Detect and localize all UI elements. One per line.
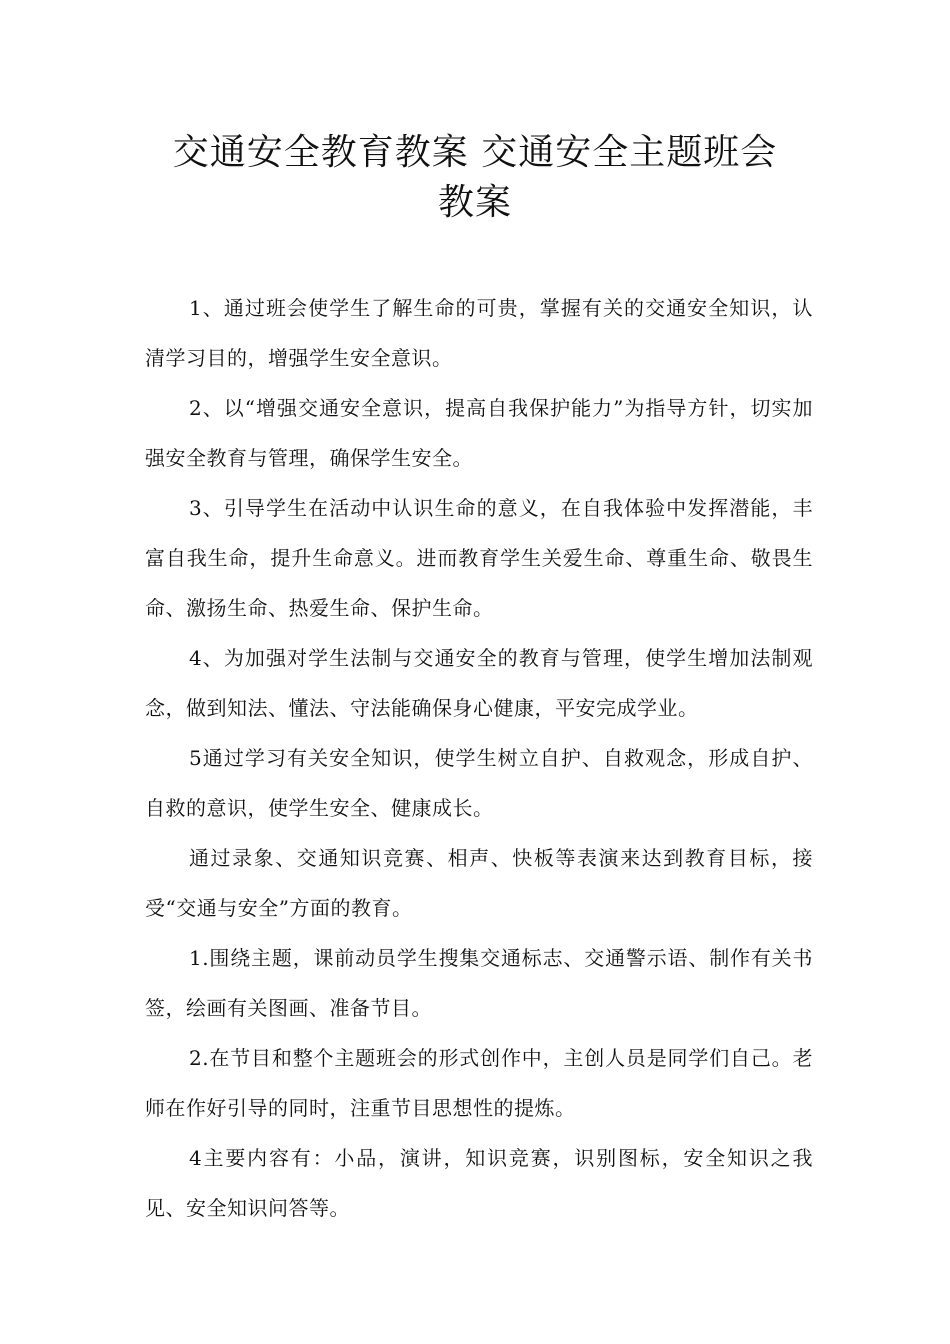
- paragraph-method: 通过录象、交通知识竞赛、相声、快板等表演来达到教育目标，接受“交通与安全”方面的教育。: [145, 846, 813, 920]
- document-title: [60, 128, 890, 228]
- title-line-2: 教案: [437, 182, 512, 223]
- paragraph-objective-5: 5通过学习有关安全知识，使学生树立自护、自救观念，形成自护、自救的意识，使学生安全、健康成长。: [145, 746, 813, 820]
- paragraph-content: 4主要内容有：小品，演讲，知识竞赛，识别图标，安全知识之我见、安全知识问答等。: [145, 1146, 813, 1220]
- document-body: [145, 283, 813, 1233]
- paragraph-objective-2: 2、以“增强交通安全意识，提高自我保护能力”为指导方针，切实加强安全教育与管理，确保学生安全。: [145, 396, 813, 470]
- paragraph-objective-1: 1、通过班会使学生了解生命的可贵，掌握有关的交通安全知识，认清学习目的，增强学生安全意识。: [145, 296, 813, 370]
- paragraph-preparation-1: 1.围绕主题，课前动员学生搜集交通标志、交通警示语、制作有关书签，绘画有关图画、准备节目。: [145, 946, 813, 1020]
- paragraph-objective-4: 4、为加强对学生法制与交通安全的教育与管理，使学生增加法制观念，做到知法、懂法、守法能确保身心健康，平安完成学业。: [145, 646, 813, 720]
- paragraph-preparation-2: 2.在节目和整个主题班会的形式创作中，主创人员是同学们自己。老师在作好引导的同时，注重节目思想性的提炼。: [145, 1046, 813, 1120]
- title-line-1: 交通安全教育教案 交通安全主题班会: [172, 132, 778, 173]
- paragraph-objective-3: 3、引导学生在活动中认识生命的意义，在自我体验中发挥潜能，丰富自我生命，提升生命意义。进而教育学生关爱生命、尊重生命、敬畏生命、激扬生命、热爱生命、保护生命。: [145, 496, 813, 620]
